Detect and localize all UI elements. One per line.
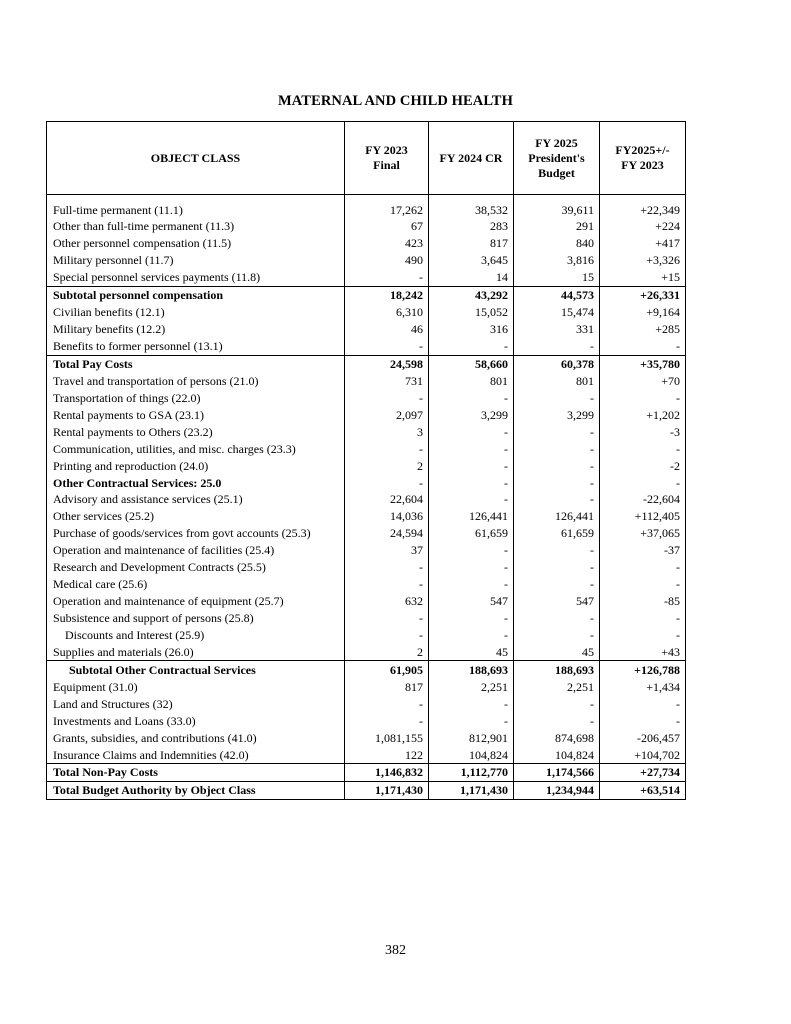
cell-fy2025: 3,299 <box>514 406 600 423</box>
cell-fy2024: 58,660 <box>429 355 514 372</box>
cell-fy2025: - <box>514 712 600 729</box>
table-row <box>47 764 686 782</box>
row-label: Land and Structures (32) <box>47 695 345 712</box>
cell-fy2023: - <box>345 559 429 576</box>
cell-change: +1,434 <box>600 678 686 695</box>
cell-fy2023: 37 <box>345 542 429 559</box>
cell-change: +112,405 <box>600 508 686 525</box>
cell-fy2024: 3,645 <box>429 252 514 269</box>
cell-fy2023: 2,097 <box>345 406 429 423</box>
page-title: MATERNAL AND CHILD HEALTH <box>278 93 513 109</box>
cell-change: +126,788 <box>600 661 686 678</box>
row-label: Subtotal personnel compensation <box>47 286 345 303</box>
cell-change: - <box>600 440 686 457</box>
cell-fy2023: 6,310 <box>345 304 429 321</box>
cell-change: - <box>600 559 686 576</box>
cell-fy2024: - <box>429 423 514 440</box>
cell-fy2024: 104,824 <box>429 746 514 763</box>
table-row <box>47 627 686 644</box>
cell-fy2025: - <box>514 542 600 559</box>
table-row <box>47 542 686 559</box>
cell-fy2023: 61,905 <box>345 661 429 678</box>
table-row <box>47 661 686 678</box>
cell-fy2023: - <box>345 712 429 729</box>
header-object-class: OBJECT CLASS <box>47 122 345 195</box>
cell-fy2024: - <box>429 389 514 406</box>
table-row <box>47 712 686 729</box>
cell-fy2024: - <box>429 457 514 474</box>
cell-fy2025: 60,378 <box>514 355 600 372</box>
cell-fy2023: 18,242 <box>345 286 429 303</box>
page-number: 382 <box>385 943 406 958</box>
row-label: Medical care (25.6) <box>47 576 345 593</box>
row-label: Research and Development Contracts (25.5) <box>47 559 345 576</box>
row-label: Grants, subsidies, and contributions (41.0) <box>47 729 345 746</box>
table-header-row <box>47 122 686 195</box>
cell-fy2025: 104,824 <box>514 746 600 763</box>
row-label: Operation and maintenance of facilities (25.4) <box>47 542 345 559</box>
cell-change: +37,065 <box>600 525 686 542</box>
cell-fy2025: 39,611 <box>514 195 600 219</box>
table-row <box>47 610 686 627</box>
table-row <box>47 321 686 338</box>
cell-fy2023: 24,594 <box>345 525 429 542</box>
cell-fy2024: 43,292 <box>429 286 514 303</box>
cell-fy2024: 188,693 <box>429 661 514 678</box>
cell-fy2024: 3,299 <box>429 406 514 423</box>
row-label: Equipment (31.0) <box>47 678 345 695</box>
cell-fy2024: 61,659 <box>429 525 514 542</box>
cell-fy2024: 801 <box>429 372 514 389</box>
row-label: Total Pay Costs <box>47 355 345 372</box>
cell-fy2023: 122 <box>345 746 429 763</box>
table-row <box>47 440 686 457</box>
row-label: Benefits to former personnel (13.1) <box>47 338 345 355</box>
table-row <box>47 406 686 423</box>
cell-fy2025: 44,573 <box>514 286 600 303</box>
header-fy2023 <box>345 122 429 195</box>
cell-change: +22,349 <box>600 195 686 219</box>
cell-fy2023: 817 <box>345 678 429 695</box>
header-fy2025-line3: Budget <box>538 165 575 180</box>
object-class-table <box>46 121 686 800</box>
cell-fy2023: - <box>345 389 429 406</box>
cell-fy2024: - <box>429 474 514 491</box>
cell-fy2025: 874,698 <box>514 729 600 746</box>
cell-change: +285 <box>600 321 686 338</box>
cell-change: +224 <box>600 218 686 235</box>
cell-fy2024: 547 <box>429 593 514 610</box>
cell-fy2024: 1,112,770 <box>429 764 514 782</box>
table-row <box>47 491 686 508</box>
cell-fy2025: 15 <box>514 269 600 286</box>
cell-fy2025: - <box>514 423 600 440</box>
cell-fy2023: 423 <box>345 235 429 252</box>
cell-fy2024: 126,441 <box>429 508 514 525</box>
cell-fy2024: - <box>429 491 514 508</box>
cell-fy2024: 2,251 <box>429 678 514 695</box>
cell-fy2023: 1,081,155 <box>345 729 429 746</box>
table-row <box>47 304 686 321</box>
row-label: Advisory and assistance services (25.1) <box>47 491 345 508</box>
header-fy2025 <box>514 122 600 195</box>
cell-fy2024: - <box>429 627 514 644</box>
row-label: Military personnel (11.7) <box>47 252 345 269</box>
table-row <box>47 593 686 610</box>
cell-change: - <box>600 576 686 593</box>
cell-fy2024: - <box>429 338 514 355</box>
cell-change: +417 <box>600 235 686 252</box>
table-row <box>47 678 686 695</box>
row-label: Printing and reproduction (24.0) <box>47 457 345 474</box>
cell-fy2023: - <box>345 474 429 491</box>
cell-change: - <box>600 474 686 491</box>
cell-fy2025: 61,659 <box>514 525 600 542</box>
cell-fy2023: 1,146,832 <box>345 764 429 782</box>
table-row <box>47 338 686 355</box>
cell-change: -37 <box>600 542 686 559</box>
cell-change: +26,331 <box>600 286 686 303</box>
cell-fy2023: 46 <box>345 321 429 338</box>
cell-fy2023: 67 <box>345 218 429 235</box>
row-label: Discounts and Interest (25.9) <box>47 627 345 644</box>
cell-change: +15 <box>600 269 686 286</box>
row-label: Purchase of goods/services from govt accounts (25.3) <box>47 525 345 542</box>
cell-change: -206,457 <box>600 729 686 746</box>
cell-fy2025: 45 <box>514 643 600 660</box>
cell-change: - <box>600 338 686 355</box>
cell-fy2024: 283 <box>429 218 514 235</box>
cell-fy2024: - <box>429 440 514 457</box>
row-label: Civilian benefits (12.1) <box>47 304 345 321</box>
cell-fy2023: 24,598 <box>345 355 429 372</box>
cell-fy2023: - <box>345 576 429 593</box>
cell-fy2023: 22,604 <box>345 491 429 508</box>
table-row <box>47 235 686 252</box>
table-row <box>47 729 686 746</box>
cell-fy2025: - <box>514 627 600 644</box>
table-row <box>47 389 686 406</box>
cell-fy2023: - <box>345 610 429 627</box>
row-label: Subtotal Other Contractual Services <box>47 661 345 678</box>
cell-fy2024: 45 <box>429 643 514 660</box>
table-row <box>47 457 686 474</box>
cell-fy2024: - <box>429 695 514 712</box>
table-row <box>47 559 686 576</box>
cell-fy2025: - <box>514 559 600 576</box>
cell-fy2023: 490 <box>345 252 429 269</box>
cell-change: +63,514 <box>600 781 686 799</box>
table-row <box>47 269 686 286</box>
cell-fy2025: 1,234,944 <box>514 781 600 799</box>
cell-fy2024: - <box>429 712 514 729</box>
cell-fy2023: 1,171,430 <box>345 781 429 799</box>
header-fy2025-line2: President's <box>528 150 585 165</box>
cell-change: +104,702 <box>600 746 686 763</box>
cell-change: +70 <box>600 372 686 389</box>
cell-fy2023: 731 <box>345 372 429 389</box>
cell-fy2023: 17,262 <box>345 195 429 219</box>
cell-fy2025: 291 <box>514 218 600 235</box>
cell-fy2025: - <box>514 338 600 355</box>
header-change-line1: FY2025+/- <box>615 143 670 157</box>
cell-fy2025: - <box>514 389 600 406</box>
cell-fy2023: 2 <box>345 643 429 660</box>
row-label: Full-time permanent (11.1) <box>47 195 345 219</box>
row-label: Other than full-time permanent (11.3) <box>47 218 345 235</box>
header-change <box>600 122 686 195</box>
cell-fy2023: - <box>345 627 429 644</box>
cell-fy2023: 3 <box>345 423 429 440</box>
cell-change: -2 <box>600 457 686 474</box>
cell-fy2024: 38,532 <box>429 195 514 219</box>
row-label: Rental payments to GSA (23.1) <box>47 406 345 423</box>
cell-change: +35,780 <box>600 355 686 372</box>
row-label: Other personnel compensation (11.5) <box>47 235 345 252</box>
cell-change: -85 <box>600 593 686 610</box>
table-row <box>47 195 686 219</box>
cell-fy2024: - <box>429 542 514 559</box>
table-row <box>47 372 686 389</box>
row-label: Other Contractual Services: 25.0 <box>47 474 345 491</box>
table-row <box>47 252 686 269</box>
cell-change: +27,734 <box>600 764 686 782</box>
cell-fy2025: - <box>514 440 600 457</box>
row-label: Total Non-Pay Costs <box>47 764 345 782</box>
cell-fy2025: - <box>514 610 600 627</box>
row-label: Total Budget Authority by Object Class <box>47 781 345 799</box>
cell-fy2025: - <box>514 695 600 712</box>
table-body <box>47 195 686 800</box>
cell-change: - <box>600 627 686 644</box>
cell-fy2024: 1,171,430 <box>429 781 514 799</box>
cell-change: - <box>600 695 686 712</box>
cell-fy2025: - <box>514 457 600 474</box>
row-label: Insurance Claims and Indemnities (42.0) <box>47 746 345 763</box>
cell-fy2024: 812,901 <box>429 729 514 746</box>
row-label: Supplies and materials (26.0) <box>47 643 345 660</box>
cell-change: +9,164 <box>600 304 686 321</box>
table-row <box>47 474 686 491</box>
cell-fy2025: 2,251 <box>514 678 600 695</box>
cell-fy2025: 15,474 <box>514 304 600 321</box>
cell-fy2023: - <box>345 269 429 286</box>
cell-fy2023: - <box>345 695 429 712</box>
cell-fy2023: 632 <box>345 593 429 610</box>
cell-fy2023: - <box>345 440 429 457</box>
cell-fy2025: - <box>514 474 600 491</box>
table-row <box>47 576 686 593</box>
cell-fy2025: 1,174,566 <box>514 764 600 782</box>
cell-fy2025: 840 <box>514 235 600 252</box>
cell-fy2024: - <box>429 559 514 576</box>
row-label: Travel and transportation of persons (21.0) <box>47 372 345 389</box>
row-label: Subsistence and support of persons (25.8) <box>47 610 345 627</box>
cell-fy2024: 817 <box>429 235 514 252</box>
row-label: Communication, utilities, and misc. charges (23.3) <box>47 440 345 457</box>
cell-fy2023: 14,036 <box>345 508 429 525</box>
table-row <box>47 508 686 525</box>
cell-fy2025: 331 <box>514 321 600 338</box>
row-label: Rental payments to Others (23.2) <box>47 423 345 440</box>
header-fy2023-line1: FY 2023 <box>365 143 408 157</box>
header-fy2025-line1: FY 2025 <box>535 135 578 150</box>
row-label: Investments and Loans (33.0) <box>47 712 345 729</box>
table-row <box>47 286 686 303</box>
cell-change: +43 <box>600 643 686 660</box>
cell-fy2024: 14 <box>429 269 514 286</box>
header-change-line2: FY 2023 <box>621 158 664 172</box>
table-row <box>47 746 686 763</box>
cell-fy2025: - <box>514 576 600 593</box>
cell-change: -22,604 <box>600 491 686 508</box>
header-fy2024: FY 2024 CR <box>429 122 514 195</box>
table-row <box>47 218 686 235</box>
row-label: Military benefits (12.2) <box>47 321 345 338</box>
cell-fy2025: - <box>514 491 600 508</box>
table-row <box>47 781 686 799</box>
cell-fy2024: - <box>429 576 514 593</box>
cell-change: - <box>600 389 686 406</box>
table-row <box>47 643 686 660</box>
row-label: Transportation of things (22.0) <box>47 389 345 406</box>
row-label: Special personnel services payments (11.8) <box>47 269 345 286</box>
cell-fy2025: 126,441 <box>514 508 600 525</box>
table-row <box>47 423 686 440</box>
table-row <box>47 695 686 712</box>
cell-fy2023: - <box>345 338 429 355</box>
cell-fy2025: 547 <box>514 593 600 610</box>
cell-change: - <box>600 610 686 627</box>
cell-fy2023: 2 <box>345 457 429 474</box>
cell-fy2024: 15,052 <box>429 304 514 321</box>
table-row <box>47 355 686 372</box>
cell-change: -3 <box>600 423 686 440</box>
cell-fy2025: 801 <box>514 372 600 389</box>
cell-change: - <box>600 712 686 729</box>
cell-fy2024: 316 <box>429 321 514 338</box>
row-label: Operation and maintenance of equipment (25.7) <box>47 593 345 610</box>
header-fy2023-line2: Final <box>373 158 400 172</box>
cell-fy2025: 188,693 <box>514 661 600 678</box>
cell-change: +3,326 <box>600 252 686 269</box>
cell-fy2025: 3,816 <box>514 252 600 269</box>
table-row <box>47 525 686 542</box>
cell-change: +1,202 <box>600 406 686 423</box>
cell-fy2024: - <box>429 610 514 627</box>
row-label: Other services (25.2) <box>47 508 345 525</box>
